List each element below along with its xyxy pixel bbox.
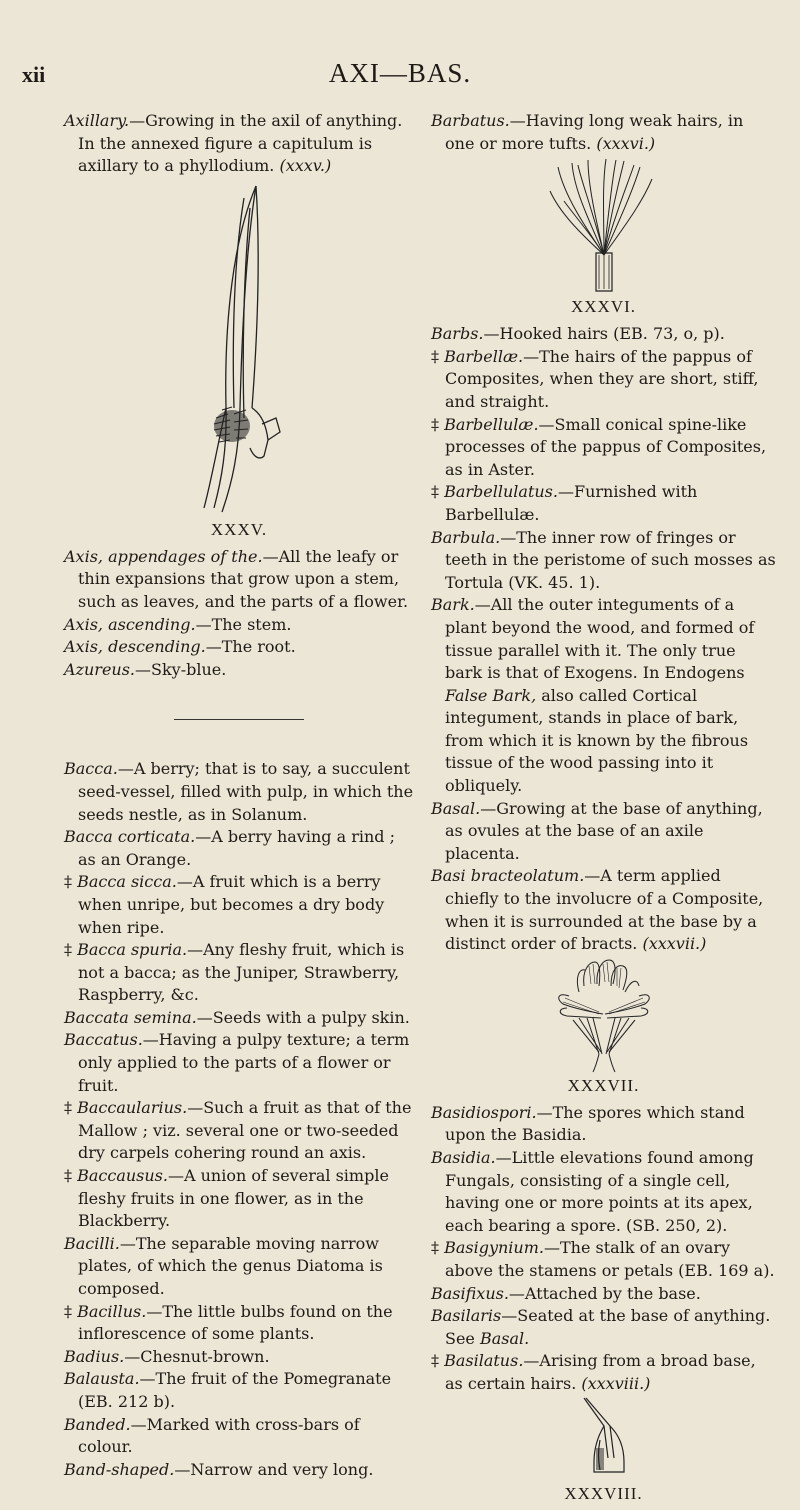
entry-basi-bracteolatum: Basi bracteolatum.—A term applied chiefly to the involucre of a Composite, when it is surrounded at the base by a distinct order of bracts. (xxxvii.) [431, 866, 764, 954]
entry-axillary: Axillary.—Growing in the axil of anything. In the annexed figure a capitulum is axillary to a phyllodium. (xxxv.) [64, 111, 403, 176]
entry-baccatus: Baccatus.—Having a pulpy texture; a term only applied to the parts of a flower or fruit. [64, 1030, 410, 1095]
axillary-capitulum-illustration [164, 178, 314, 518]
entry-axis-descending: Axis, descending.—The root. [64, 637, 296, 657]
entry-banded: Banded.—Marked with cross-bars of colour. [64, 1414, 360, 1457]
entry-azureus: Azureus.—Sky-blue. [64, 659, 227, 679]
entry-barbellulatus: ‡ Barbellulatus.—Furnished with Barbellulæ. [431, 482, 698, 524]
entry-barbellae: ‡ Barbellæ.—The hairs of the pappus of Composites, when they are short, stiff, and straight. [431, 346, 759, 411]
entry-barbatus: Barbatus.—Having long weak hairs, in one or more tufts. (xxxvi.) [431, 111, 744, 153]
figure-xxxvi [431, 155, 776, 317]
entry-barbs: Barbs.—Hooked hairs (EB. 73, o, p). [431, 324, 725, 344]
entry-bacca-sicca: ‡ Bacca sicca.—A fruit which is a berry when unripe, but becomes a dry body when ripe. [64, 872, 385, 937]
involucre-with-bracts-illustration [549, 956, 659, 1074]
entry-basidia: Basidia.—Little elevations found among Fungals, consisting of a single cell, having one or more points at its apex, each bearing a spore. (SB. 250, 2). [431, 1148, 754, 1235]
figure-xxxv [64, 178, 414, 540]
entry-bacca-corticata: Bacca corticata.—A berry having a rind ; as an Orange. [64, 827, 396, 869]
basilate-hair-illustration [564, 1396, 644, 1482]
figure-caption: XXXVIII. [564, 1483, 643, 1503]
entry-barbellulae: ‡ Barbellulæ.—Small conical spine-like processes of the pappus of Composites, as in Aster. [431, 414, 767, 479]
figure-caption: XXXVII. [567, 1075, 640, 1095]
section-divider [174, 719, 304, 720]
entry-basilaris: Basilaris—Seated at the base of anything. See Basal. [431, 1306, 771, 1348]
entry-axis-ascending: Axis, ascending.—The stem. [64, 614, 292, 634]
entry-axis-appendages: Axis, appendages of the.—All the leafy or thin expansions that grow upon a stem, such as leaves, and the parts of a flower. [64, 546, 409, 611]
figure-xxxviii [431, 1396, 776, 1504]
entry-basifixus: Basifixus.—Attached by the base. [431, 1283, 701, 1303]
entry-baccata-semina: Baccata semina.—Seeds with a pulpy skin. [64, 1007, 410, 1027]
entry-barbula: Barbula.—The inner row of fringes or teeth in the peristome of such mosses as Tortula (VK. 45. 1). [431, 527, 776, 592]
left-column [64, 110, 414, 1481]
entry-basal: Basal.—Growing at the base of anything, as ovules at the base of an axile placenta. [431, 798, 763, 863]
entry-baccaularius: ‡ Baccaularius.—Such a fruit as that of the Mallow ; viz. several one or two-seeded dry carpels cohering round an axis. [64, 1098, 412, 1163]
entry-bacillus: ‡ Bacillus.—The little bulbs found on the inflorescence of some plants. [64, 1301, 393, 1344]
page-number: xii [22, 62, 46, 87]
entry-bark: Bark.—All the outer integuments of a plant beyond the wood, and formed of tissue parallel with it. The only true bark is that of Exogens. In Endogens False Bark, also called Cortical integument, stands in place of bark, from which it is known by the fibrous tissue of the wood passing into it obliquely. [431, 595, 755, 796]
entry-badius: Badius.—Chesnut-brown. [64, 1346, 270, 1366]
figure-caption: XXXV. [210, 519, 268, 539]
entry-basidiospori: Basidiospori.—The spores which stand upon the Basidia. [431, 1102, 745, 1145]
entry-band-shaped: Band-shaped.—Narrow and very long. [64, 1459, 374, 1479]
entry-basigynium: ‡ Basigynium.—The stalk of an ovary above the stamens or petals (EB. 169 a). [431, 1238, 775, 1280]
running-head: AXI—BAS. [328, 58, 472, 88]
entry-bacca: Bacca.—A berry; that is to say, a succulent seed-vessel, filled with pulp, in which the seeds nestle, as in Solanum. [64, 759, 414, 824]
right-column [431, 110, 776, 1510]
entry-balausta: Balausta.—The fruit of the Pomegranate (EB. 212 b). [64, 1369, 392, 1411]
entry-bacca-spuria: ‡ Bacca spuria.—Any fleshy fruit, which is not a bacca; as the Juniper, Strawberry, Raspberry, &c. [64, 940, 405, 1005]
figure-xxxvii [431, 956, 776, 1096]
barbate-hair-tuft-illustration [544, 155, 664, 295]
entry-baccausus: ‡ Baccausus.—A union of several simple fleshy fruits in one flower, as in the Blackberry. [64, 1166, 389, 1231]
figure-caption: XXXVI. [570, 297, 637, 317]
entry-bacilli: Bacilli.—The separable moving narrow plates, of which the genus Diatoma is composed. [64, 1233, 383, 1298]
entry-basilatus: ‡ Basilatus.—Arising from a broad base, as certain hairs. (xxxviii.) [431, 1351, 756, 1393]
